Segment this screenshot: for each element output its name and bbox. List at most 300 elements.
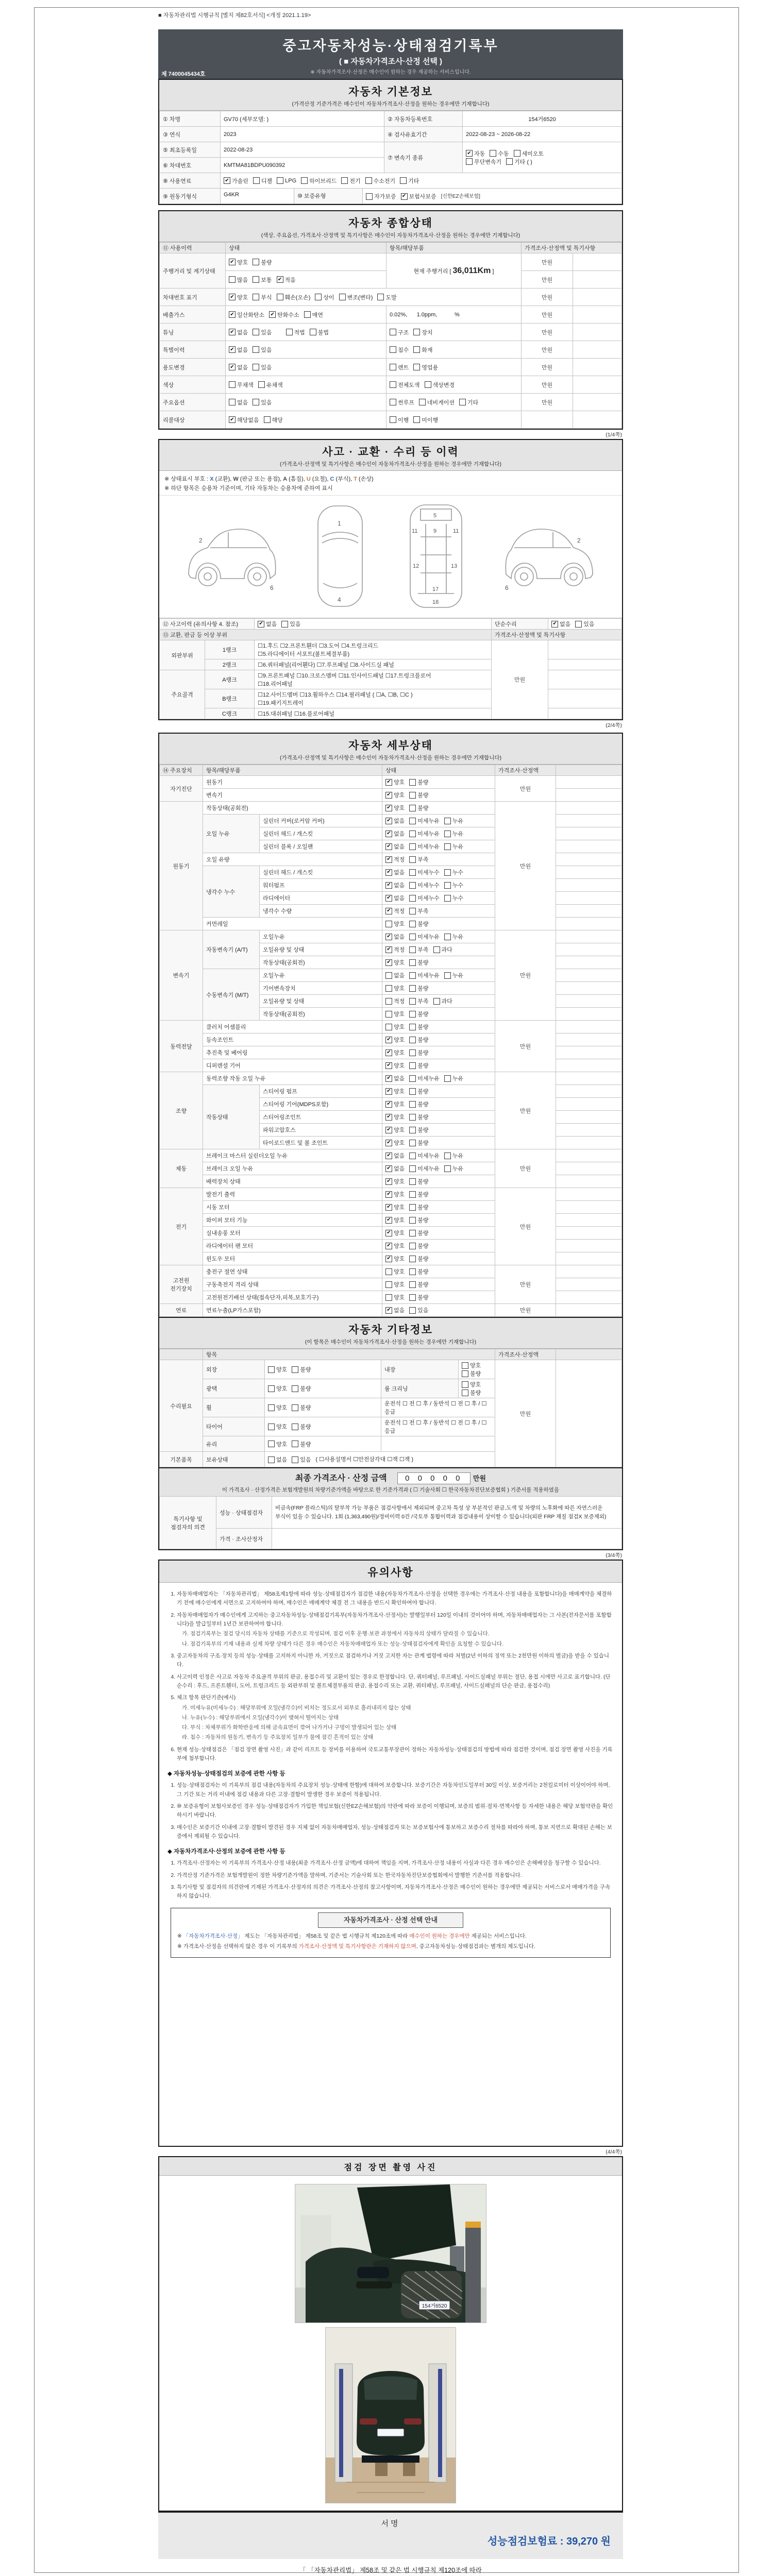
checkbox-box[interactable] xyxy=(462,1370,468,1377)
checkbox-불량[interactable] xyxy=(409,1023,428,1031)
checkbox-미세누유[interactable] xyxy=(409,933,440,941)
checkbox-box[interactable]: ✔ xyxy=(401,193,408,200)
checkbox-전체도색[interactable] xyxy=(390,381,420,389)
checkbox-box[interactable] xyxy=(292,1385,298,1392)
checkbox-box[interactable] xyxy=(385,921,392,927)
checkbox-box[interactable] xyxy=(409,1114,416,1121)
checkbox-box[interactable] xyxy=(268,1423,275,1430)
checkbox-불량[interactable] xyxy=(409,1139,428,1147)
checkbox-box[interactable] xyxy=(409,946,416,953)
checkbox-미세누수[interactable] xyxy=(409,894,440,902)
checkbox-자가보증[interactable] xyxy=(366,192,396,200)
checkbox-box[interactable]: ✔ xyxy=(385,1243,392,1249)
checkbox-미세누유[interactable] xyxy=(409,842,440,851)
checkbox-미세누유[interactable] xyxy=(409,1151,440,1160)
checkbox-불량[interactable] xyxy=(409,1255,428,1263)
checkbox-box[interactable] xyxy=(409,1281,416,1288)
checkbox-양호[interactable] xyxy=(385,1010,405,1018)
checkbox-기타 ( )[interactable] xyxy=(506,158,532,166)
checkbox-box[interactable] xyxy=(444,934,451,940)
checkbox-box[interactable]: ✔ xyxy=(229,294,236,300)
checkbox-box[interactable] xyxy=(366,193,373,200)
basic-items-list[interactable]: ( ☐사용설명서 ☐안전삼각대 ☐잭 ☐잭 ) xyxy=(315,1456,414,1463)
checkbox-양호[interactable] xyxy=(268,1422,287,1431)
checkbox-LPG[interactable] xyxy=(277,177,296,184)
checkbox-미세누유[interactable] xyxy=(409,1164,440,1173)
checkbox-box[interactable]: ✔ xyxy=(385,946,392,953)
checkbox-없음[interactable] xyxy=(385,842,405,851)
checkbox-있음[interactable] xyxy=(253,328,272,336)
checkbox-box[interactable] xyxy=(253,294,259,300)
checkbox-불량[interactable] xyxy=(409,1100,428,1108)
checkbox-box[interactable]: ✔ xyxy=(385,779,392,786)
extra-options[interactable] xyxy=(381,1436,495,1452)
rank-parts[interactable]: ☐9.프론트패널 ☐10.크로스멤버 ☐11.인사이드패널 ☐17.트렁크플로어 ☐18.리어패널 xyxy=(255,670,492,689)
checkbox-양호[interactable] xyxy=(462,1380,481,1388)
checkbox-box[interactable] xyxy=(268,1385,275,1392)
checkbox-box[interactable] xyxy=(413,364,420,370)
checkbox-box[interactable] xyxy=(385,1024,392,1030)
checkbox-box[interactable] xyxy=(409,1101,416,1108)
checkbox-불량[interactable] xyxy=(409,1190,428,1198)
checkbox-box[interactable] xyxy=(264,416,271,423)
checkbox-box[interactable] xyxy=(409,1049,416,1056)
checkbox-box[interactable] xyxy=(253,346,259,353)
checkbox-양호[interactable] xyxy=(268,1440,287,1448)
checkbox-없음[interactable] xyxy=(385,1306,405,1314)
checkbox-썬루프[interactable] xyxy=(390,398,414,406)
checkbox-box[interactable] xyxy=(292,1440,298,1447)
checkbox-box[interactable] xyxy=(400,177,407,184)
checkbox-양호[interactable] xyxy=(385,804,405,812)
checkbox-양호[interactable] xyxy=(385,1177,405,1185)
checkbox-기타[interactable] xyxy=(459,398,478,406)
checkbox-없음[interactable] xyxy=(229,346,248,354)
checkbox-탄화수소[interactable] xyxy=(269,311,299,319)
checkbox-불량[interactable] xyxy=(409,1229,428,1237)
checkbox-있음[interactable] xyxy=(253,363,272,371)
checkbox-box[interactable] xyxy=(409,921,416,927)
checkbox-box[interactable]: ✔ xyxy=(385,1165,392,1172)
checkbox-누유[interactable] xyxy=(444,1151,463,1160)
checkbox-누유[interactable] xyxy=(444,1074,463,1082)
checkbox-box[interactable] xyxy=(341,177,348,184)
checkbox-적정[interactable] xyxy=(385,907,405,915)
checkbox-box[interactable] xyxy=(258,381,265,388)
checkbox-누유[interactable] xyxy=(444,842,463,851)
checkbox-box[interactable] xyxy=(409,843,416,850)
checkbox-box[interactable] xyxy=(444,818,451,824)
checkbox-box[interactable] xyxy=(390,416,396,423)
checkbox-미세누유[interactable] xyxy=(409,829,440,838)
checkbox-box[interactable] xyxy=(229,381,236,388)
checkbox-box[interactable]: ✔ xyxy=(466,150,473,157)
checkbox-불량[interactable] xyxy=(409,1177,428,1185)
checkbox-불량[interactable] xyxy=(292,1384,311,1393)
checkbox-없음[interactable] xyxy=(385,894,405,902)
checkbox-box[interactable] xyxy=(462,1362,468,1369)
checkbox-box[interactable] xyxy=(268,1404,275,1411)
rank-parts[interactable]: ☐6.쿼터패널(리어휀다) ☐7.루프패널 ☐8.사이드실 패널 xyxy=(255,659,492,670)
checkbox-box[interactable] xyxy=(315,294,322,300)
checkbox-없음[interactable] xyxy=(385,971,405,979)
checkbox-box[interactable] xyxy=(268,1366,275,1373)
checkbox-양호[interactable] xyxy=(385,1048,405,1057)
checkbox-전기[interactable] xyxy=(341,177,360,185)
rank-parts[interactable]: ☐12.사이드멤버 ☐13.휠하우스 ☐14.필러패널 ( ☐A, ☐B, ☐C ) ☐19.패키지트레이 xyxy=(255,689,492,708)
checkbox-box[interactable] xyxy=(506,158,513,165)
checkbox-부족[interactable] xyxy=(409,945,428,954)
checkbox-누유[interactable] xyxy=(444,817,463,825)
checkbox-매연[interactable] xyxy=(304,311,323,319)
checkbox-box[interactable] xyxy=(385,1281,392,1288)
checkbox-누유[interactable] xyxy=(444,1164,463,1173)
checkbox-없음[interactable] xyxy=(385,933,405,941)
checkbox-없음[interactable] xyxy=(385,1164,405,1173)
checkbox-box[interactable] xyxy=(286,329,293,335)
checkbox-세미오토[interactable] xyxy=(514,149,544,158)
checkbox-box[interactable] xyxy=(253,259,259,265)
checkbox-불량[interactable] xyxy=(409,1036,428,1044)
checkbox-양호[interactable] xyxy=(385,1061,405,1070)
checkbox-양호[interactable] xyxy=(385,1267,405,1276)
checkbox-부족[interactable] xyxy=(409,855,428,863)
checkbox-box[interactable] xyxy=(462,1389,468,1396)
checkbox-box[interactable]: ✔ xyxy=(551,621,558,628)
checkbox-불량[interactable] xyxy=(409,1242,428,1250)
checkbox-장치[interactable] xyxy=(413,328,432,336)
checkbox-불량[interactable] xyxy=(409,1061,428,1070)
checkbox-해당없음[interactable] xyxy=(229,416,259,424)
checkbox-box[interactable] xyxy=(253,276,259,283)
checkbox-도말[interactable] xyxy=(377,293,396,301)
checkbox-box[interactable]: ✔ xyxy=(385,792,392,799)
checkbox-불량[interactable] xyxy=(462,1388,481,1397)
checkbox-box[interactable] xyxy=(277,177,283,184)
checkbox-box[interactable] xyxy=(409,1217,416,1224)
checkbox-box[interactable] xyxy=(253,177,260,184)
checkbox-box[interactable] xyxy=(409,1153,416,1159)
checkbox-box[interactable] xyxy=(339,294,346,300)
checkbox-box[interactable] xyxy=(490,150,496,157)
checkbox-box[interactable] xyxy=(409,934,416,940)
checkbox-양호[interactable] xyxy=(385,984,405,992)
checkbox-양호[interactable] xyxy=(229,258,248,266)
checkbox-적법[interactable] xyxy=(286,328,305,336)
checkbox-양호[interactable] xyxy=(268,1384,287,1393)
checkbox-box[interactable]: ✔ xyxy=(269,311,276,318)
checkbox-가솔린[interactable] xyxy=(224,177,248,185)
checkbox-box[interactable] xyxy=(409,985,416,992)
checkbox-box[interactable]: ✔ xyxy=(385,831,392,837)
checkbox-box[interactable]: ✔ xyxy=(385,1153,392,1159)
checkbox-box[interactable] xyxy=(301,177,308,184)
checkbox-불량[interactable] xyxy=(409,1087,428,1095)
checkbox-적정[interactable] xyxy=(385,945,405,954)
checkbox-불량[interactable] xyxy=(409,1126,428,1134)
checkbox-box[interactable] xyxy=(409,1294,416,1301)
checkbox-있음[interactable] xyxy=(253,398,272,406)
checkbox-box[interactable]: ✔ xyxy=(229,311,236,318)
checkbox-네비게이션[interactable] xyxy=(419,398,455,406)
checkbox-box[interactable] xyxy=(253,364,259,370)
checkbox-수동[interactable] xyxy=(490,149,509,158)
checkbox-없음[interactable] xyxy=(258,620,277,628)
checkbox-box[interactable] xyxy=(377,294,384,300)
checkbox-box[interactable] xyxy=(292,1423,298,1430)
checkbox-box[interactable] xyxy=(409,779,416,786)
checkbox-box[interactable] xyxy=(409,805,416,811)
checkbox-box[interactable] xyxy=(409,998,416,1005)
checkbox-양호[interactable] xyxy=(385,1036,405,1044)
checkbox-있음[interactable] xyxy=(281,620,300,628)
checkbox-불량[interactable] xyxy=(409,1203,428,1211)
checkbox-양호[interactable] xyxy=(385,791,405,799)
checkbox-누수[interactable] xyxy=(444,894,463,902)
checkbox-box[interactable] xyxy=(409,831,416,837)
checkbox-양호[interactable] xyxy=(462,1361,481,1369)
checkbox-불량[interactable] xyxy=(292,1440,311,1448)
checkbox-box[interactable]: ✔ xyxy=(385,1230,392,1236)
checkbox-box[interactable] xyxy=(292,1404,298,1411)
checkbox-훼손(오손)[interactable] xyxy=(277,293,311,301)
checkbox-누유[interactable] xyxy=(444,829,463,838)
checkbox-box[interactable] xyxy=(277,294,283,300)
checkbox-양호[interactable] xyxy=(385,1087,405,1095)
checkbox-과다[interactable] xyxy=(433,997,452,1005)
checkbox-불량[interactable] xyxy=(409,1267,428,1276)
checkbox-box[interactable] xyxy=(385,1268,392,1275)
checkbox-box[interactable]: ✔ xyxy=(229,259,236,265)
checkbox-box[interactable]: ✔ xyxy=(385,1178,392,1185)
checkbox-box[interactable] xyxy=(253,329,259,335)
checkbox-양호[interactable] xyxy=(385,958,405,967)
checkbox-불량[interactable] xyxy=(462,1369,481,1378)
checkbox-box[interactable] xyxy=(409,1191,416,1198)
rank-parts[interactable]: ☐1.후드 ☐2.프론트휀더 ☐3.도어 ☐4.트렁크리드 ☐5.라디에이터 서포트(볼트체결부품) xyxy=(255,640,492,659)
checkbox-양호[interactable] xyxy=(385,1100,405,1108)
checkbox-box[interactable] xyxy=(409,1165,416,1172)
checkbox-없음[interactable] xyxy=(551,620,570,628)
checkbox-box[interactable] xyxy=(409,792,416,799)
checkbox-box[interactable] xyxy=(433,998,440,1005)
checkbox-box[interactable] xyxy=(229,399,236,405)
checkbox-box[interactable] xyxy=(575,621,582,628)
checkbox-box[interactable] xyxy=(409,1307,416,1314)
checkbox-box[interactable] xyxy=(514,150,520,157)
checkbox-box[interactable] xyxy=(409,882,416,889)
checkbox-box[interactable]: ✔ xyxy=(385,856,392,863)
checkbox-부식[interactable] xyxy=(253,293,272,301)
checkbox-box[interactable]: ✔ xyxy=(385,1049,392,1056)
rank-parts[interactable]: ☐15.대쉬패널 ☐16.플로어패널 xyxy=(255,708,492,719)
checkbox-양호[interactable] xyxy=(385,1203,405,1211)
checkbox-수소전기[interactable] xyxy=(365,177,396,185)
checkbox-box[interactable] xyxy=(444,1165,451,1172)
checkbox-불량[interactable] xyxy=(292,1365,311,1374)
checkbox-누유[interactable] xyxy=(444,971,463,979)
checkbox-하이브리드[interactable] xyxy=(301,177,337,185)
checkbox-box[interactable] xyxy=(409,959,416,966)
checkbox-box[interactable]: ✔ xyxy=(385,1307,392,1314)
checkbox-부족[interactable] xyxy=(409,907,428,915)
checkbox-box[interactable] xyxy=(409,1243,416,1249)
extra-options[interactable]: 운전석 ☐ 전 ☐ 후 / 동반석 ☐ 전 ☐ 후 / ☐ 응급 xyxy=(381,1417,495,1436)
checkbox-box[interactable]: ✔ xyxy=(385,895,392,902)
checkbox-box[interactable] xyxy=(419,399,426,405)
checkbox-없음[interactable] xyxy=(385,1151,405,1160)
checkbox-상이[interactable] xyxy=(315,293,334,301)
checkbox-무채색[interactable] xyxy=(229,381,254,389)
checkbox-box[interactable] xyxy=(229,276,236,283)
checkbox-없음[interactable] xyxy=(229,398,248,406)
checkbox-없음[interactable] xyxy=(385,817,405,825)
checkbox-box[interactable] xyxy=(444,972,451,979)
checkbox-렌트[interactable] xyxy=(390,363,409,371)
checkbox-불량[interactable] xyxy=(409,1293,428,1301)
checkbox-보험사보증[interactable] xyxy=(401,192,436,200)
checkbox-box[interactable] xyxy=(409,1204,416,1211)
checkbox-box[interactable] xyxy=(292,1366,298,1373)
checkbox-box[interactable] xyxy=(444,882,451,889)
checkbox-양호[interactable] xyxy=(385,1255,405,1263)
checkbox-양호[interactable] xyxy=(385,1113,405,1121)
checkbox-box[interactable] xyxy=(409,1062,416,1069)
checkbox-있음[interactable] xyxy=(409,1306,428,1314)
checkbox-box[interactable] xyxy=(444,843,451,850)
checkbox-box[interactable]: ✔ xyxy=(385,1140,392,1146)
checkbox-box[interactable] xyxy=(444,1075,451,1082)
checkbox-불량[interactable] xyxy=(409,1010,428,1018)
checkbox-box[interactable] xyxy=(390,329,396,335)
checkbox-화재[interactable] xyxy=(413,346,432,354)
checkbox-누수[interactable] xyxy=(444,868,463,876)
checkbox-box[interactable]: ✔ xyxy=(385,1062,392,1069)
checkbox-box[interactable]: ✔ xyxy=(385,1037,392,1043)
checkbox-불량[interactable] xyxy=(409,1280,428,1289)
checkbox-box[interactable] xyxy=(409,908,416,914)
checkbox-box[interactable]: ✔ xyxy=(229,329,236,335)
checkbox-자동[interactable] xyxy=(466,149,485,158)
checkbox-양호[interactable] xyxy=(385,1216,405,1224)
checkbox-일산화탄소[interactable] xyxy=(229,311,264,319)
checkbox-box[interactable] xyxy=(385,985,392,992)
checkbox-box[interactable] xyxy=(409,856,416,863)
checkbox-box[interactable] xyxy=(459,399,466,405)
checkbox-불량[interactable] xyxy=(409,1113,428,1121)
checkbox-없음[interactable] xyxy=(268,1455,287,1464)
checkbox-box[interactable]: ✔ xyxy=(385,1114,392,1121)
checkbox-box[interactable] xyxy=(409,1178,416,1185)
checkbox-미세누유[interactable] xyxy=(409,971,440,979)
checkbox-없음[interactable] xyxy=(385,881,405,889)
checkbox-box[interactable]: ✔ xyxy=(385,908,392,914)
checkbox-box[interactable] xyxy=(413,329,420,335)
checkbox-양호[interactable] xyxy=(385,1023,405,1031)
checkbox-box[interactable]: ✔ xyxy=(385,818,392,824)
checkbox-box[interactable] xyxy=(444,1153,451,1159)
checkbox-box[interactable]: ✔ xyxy=(385,805,392,811)
checkbox-있음[interactable] xyxy=(575,620,594,628)
checkbox-box[interactable] xyxy=(444,831,451,837)
checkbox-box[interactable]: ✔ xyxy=(385,843,392,850)
checkbox-box[interactable] xyxy=(304,311,311,318)
checkbox-있음[interactable] xyxy=(292,1455,311,1464)
checkbox-box[interactable]: ✔ xyxy=(385,959,392,966)
checkbox-box[interactable]: ✔ xyxy=(229,364,236,370)
checkbox-box[interactable] xyxy=(433,946,440,953)
checkbox-box[interactable] xyxy=(409,1011,416,1018)
checkbox-과다[interactable] xyxy=(433,945,452,954)
checkbox-box[interactable] xyxy=(385,998,392,1005)
checkbox-box[interactable] xyxy=(390,346,396,353)
checkbox-구조[interactable] xyxy=(390,328,409,336)
checkbox-box[interactable]: ✔ xyxy=(277,276,283,283)
checkbox-양호[interactable] xyxy=(385,778,405,786)
checkbox-box[interactable] xyxy=(268,1456,275,1463)
checkbox-영업용[interactable] xyxy=(413,363,438,371)
checkbox-box[interactable] xyxy=(365,177,372,184)
checkbox-box[interactable] xyxy=(462,1381,468,1388)
checkbox-무단변속기[interactable] xyxy=(466,158,501,166)
checkbox-box[interactable] xyxy=(268,1440,275,1447)
checkbox-많음[interactable] xyxy=(229,276,248,284)
checkbox-불량[interactable] xyxy=(409,1216,428,1224)
checkbox-불법[interactable] xyxy=(310,328,329,336)
checkbox-box[interactable] xyxy=(413,416,420,423)
checkbox-box[interactable] xyxy=(413,346,420,353)
checkbox-box[interactable] xyxy=(444,869,451,876)
checkbox-없음[interactable] xyxy=(385,1074,405,1082)
checkbox-box[interactable]: ✔ xyxy=(385,1088,392,1095)
checkbox-색상변경[interactable] xyxy=(425,381,455,389)
checkbox-불량[interactable] xyxy=(409,804,428,812)
checkbox-box[interactable] xyxy=(253,399,259,405)
checkbox-보통[interactable] xyxy=(253,276,272,284)
checkbox-미세누수[interactable] xyxy=(409,881,440,889)
checkbox-box[interactable]: ✔ xyxy=(385,1191,392,1198)
checkbox-box[interactable] xyxy=(409,1088,416,1095)
checkbox-box[interactable]: ✔ xyxy=(258,621,264,628)
checkbox-양호[interactable] xyxy=(385,1139,405,1147)
checkbox-box[interactable]: ✔ xyxy=(224,177,230,184)
checkbox-box[interactable]: ✔ xyxy=(229,416,236,423)
checkbox-box[interactable] xyxy=(310,329,316,335)
checkbox-box[interactable] xyxy=(409,1127,416,1133)
checkbox-box[interactable] xyxy=(409,972,416,979)
checkbox-누유[interactable] xyxy=(444,933,463,941)
checkbox-없음[interactable] xyxy=(385,868,405,876)
checkbox-box[interactable] xyxy=(444,895,451,902)
checkbox-box[interactable]: ✔ xyxy=(229,346,236,353)
checkbox-box[interactable] xyxy=(409,1037,416,1043)
checkbox-불량[interactable] xyxy=(409,791,428,799)
checkbox-양호[interactable] xyxy=(385,1280,405,1289)
checkbox-불량[interactable] xyxy=(409,778,428,786)
checkbox-box[interactable]: ✔ xyxy=(385,882,392,889)
checkbox-box[interactable] xyxy=(409,1024,416,1030)
checkbox-box[interactable]: ✔ xyxy=(385,1101,392,1108)
checkbox-미세누수[interactable] xyxy=(409,868,440,876)
checkbox-적정[interactable] xyxy=(385,997,405,1005)
checkbox-box[interactable] xyxy=(409,1230,416,1236)
checkbox-부족[interactable] xyxy=(409,997,428,1005)
checkbox-없음[interactable] xyxy=(229,328,248,336)
checkbox-box[interactable] xyxy=(409,895,416,902)
checkbox-box[interactable] xyxy=(390,364,396,370)
checkbox-양호[interactable] xyxy=(268,1403,287,1412)
checkbox-box[interactable] xyxy=(409,1075,416,1082)
